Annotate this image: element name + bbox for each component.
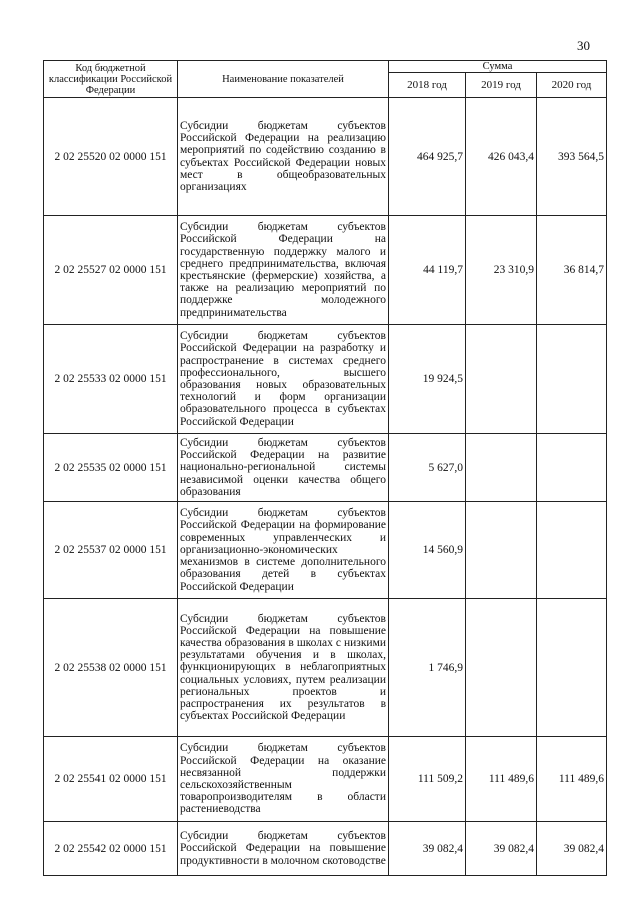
- row-value-2018: 19 924,5: [389, 325, 466, 434]
- row-value-2020: 39 082,4: [537, 822, 607, 876]
- row-value-2019: [466, 599, 537, 737]
- header-name: Наименование показателей: [178, 61, 389, 98]
- row-value-2018: 464 925,7: [389, 98, 466, 216]
- header-sum: Сумма: [389, 61, 607, 73]
- header-year-2018: 2018 год: [389, 73, 466, 98]
- table-row: [44, 599, 607, 737]
- budget-table: [43, 60, 607, 876]
- row-code: 2 02 25538 02 0000 151: [44, 599, 178, 737]
- header-year-2019: 2019 год: [466, 73, 537, 98]
- row-value-2020: 393 564,5: [537, 98, 607, 216]
- row-value-2018: 111 509,2: [389, 737, 466, 822]
- row-value-2019: [466, 434, 537, 502]
- row-name: Субсидии бюджетам субъектов Российской Федерации на государственную поддержку малого и среднего предпринимательства, включая крестьянские (фермерские) хозяйства, а также на реализацию мероприятий по поддержке молодежного предпринимательства: [178, 216, 389, 325]
- table-row: [44, 434, 607, 502]
- header-year-2020: 2020 год: [537, 73, 607, 98]
- row-name: Субсидии бюджетам субъектов Российской Федерации на разработку и распространение в системах среднего профессионального, высшего образования новых образовательных технологий и форм организации образовательного процесса в субъектах Российской Федерации: [178, 325, 389, 434]
- row-value-2018: 1 746,9: [389, 599, 466, 737]
- row-value-2019: 39 082,4: [466, 822, 537, 876]
- table-row: [44, 216, 607, 325]
- row-name: Субсидии бюджетам субъектов Российской Федерации на оказание несвязанной поддержки сельскохозяйственным товаропроизводителям в области растениеводства: [178, 737, 389, 822]
- row-value-2020: [537, 325, 607, 434]
- table-row: [44, 502, 607, 599]
- table-row: [44, 822, 607, 876]
- row-name: Субсидии бюджетам субъектов Российской Федерации на повышение продуктивности в молочном скотоводстве: [178, 822, 389, 876]
- row-value-2020: 36 814,7: [537, 216, 607, 325]
- page-number: 30: [577, 38, 590, 53]
- row-value-2019: 23 310,9: [466, 216, 537, 325]
- row-value-2019: [466, 325, 537, 434]
- table-body: [44, 98, 607, 876]
- row-name: Субсидии бюджетам субъектов Российской Федерации на развитие национально-региональной системы независимой оценки качества общего образования: [178, 434, 389, 502]
- row-value-2020: [537, 502, 607, 599]
- row-code: 2 02 25541 02 0000 151: [44, 737, 178, 822]
- table-header: [44, 61, 607, 98]
- table-row: [44, 98, 607, 216]
- row-value-2020: 111 489,6: [537, 737, 607, 822]
- row-value-2019: 111 489,6: [466, 737, 537, 822]
- row-value-2018: 39 082,4: [389, 822, 466, 876]
- row-name: Субсидии бюджетам субъектов Российской Федерации на повышение качества образования в школах с низкими результатами обучения и в школах, функционирующих в неблагоприятных социальных условиях, путем реализации региональных проектов и распространения их результатов в субъектах Российской Федерации: [178, 599, 389, 737]
- row-value-2018: 44 119,7: [389, 216, 466, 325]
- row-code: 2 02 25533 02 0000 151: [44, 325, 178, 434]
- row-code: 2 02 25537 02 0000 151: [44, 502, 178, 599]
- row-value-2020: [537, 599, 607, 737]
- row-value-2018: 14 560,9: [389, 502, 466, 599]
- row-code: 2 02 25527 02 0000 151: [44, 216, 178, 325]
- row-code: 2 02 25520 02 0000 151: [44, 98, 178, 216]
- row-value-2019: 426 043,4: [466, 98, 537, 216]
- row-name: Субсидии бюджетам субъектов Российской Федерации на формирование современных управленческих и организационно-экономических механизмов в системе дополнительного образования детей в субъектах Российской Федерации: [178, 502, 389, 599]
- table-row: [44, 325, 607, 434]
- table-row: [44, 737, 607, 822]
- row-value-2018: 5 627,0: [389, 434, 466, 502]
- row-value-2020: [537, 434, 607, 502]
- row-code: 2 02 25542 02 0000 151: [44, 822, 178, 876]
- row-code: 2 02 25535 02 0000 151: [44, 434, 178, 502]
- row-name: Субсидии бюджетам субъектов Российской Федерации на реализацию мероприятий по содействию созданию в субъектах Российской Федерации новых мест в общеобразовательных организациях: [178, 98, 389, 216]
- header-code: Код бюджетной классификации Российской Федерации: [44, 61, 178, 98]
- row-value-2019: [466, 502, 537, 599]
